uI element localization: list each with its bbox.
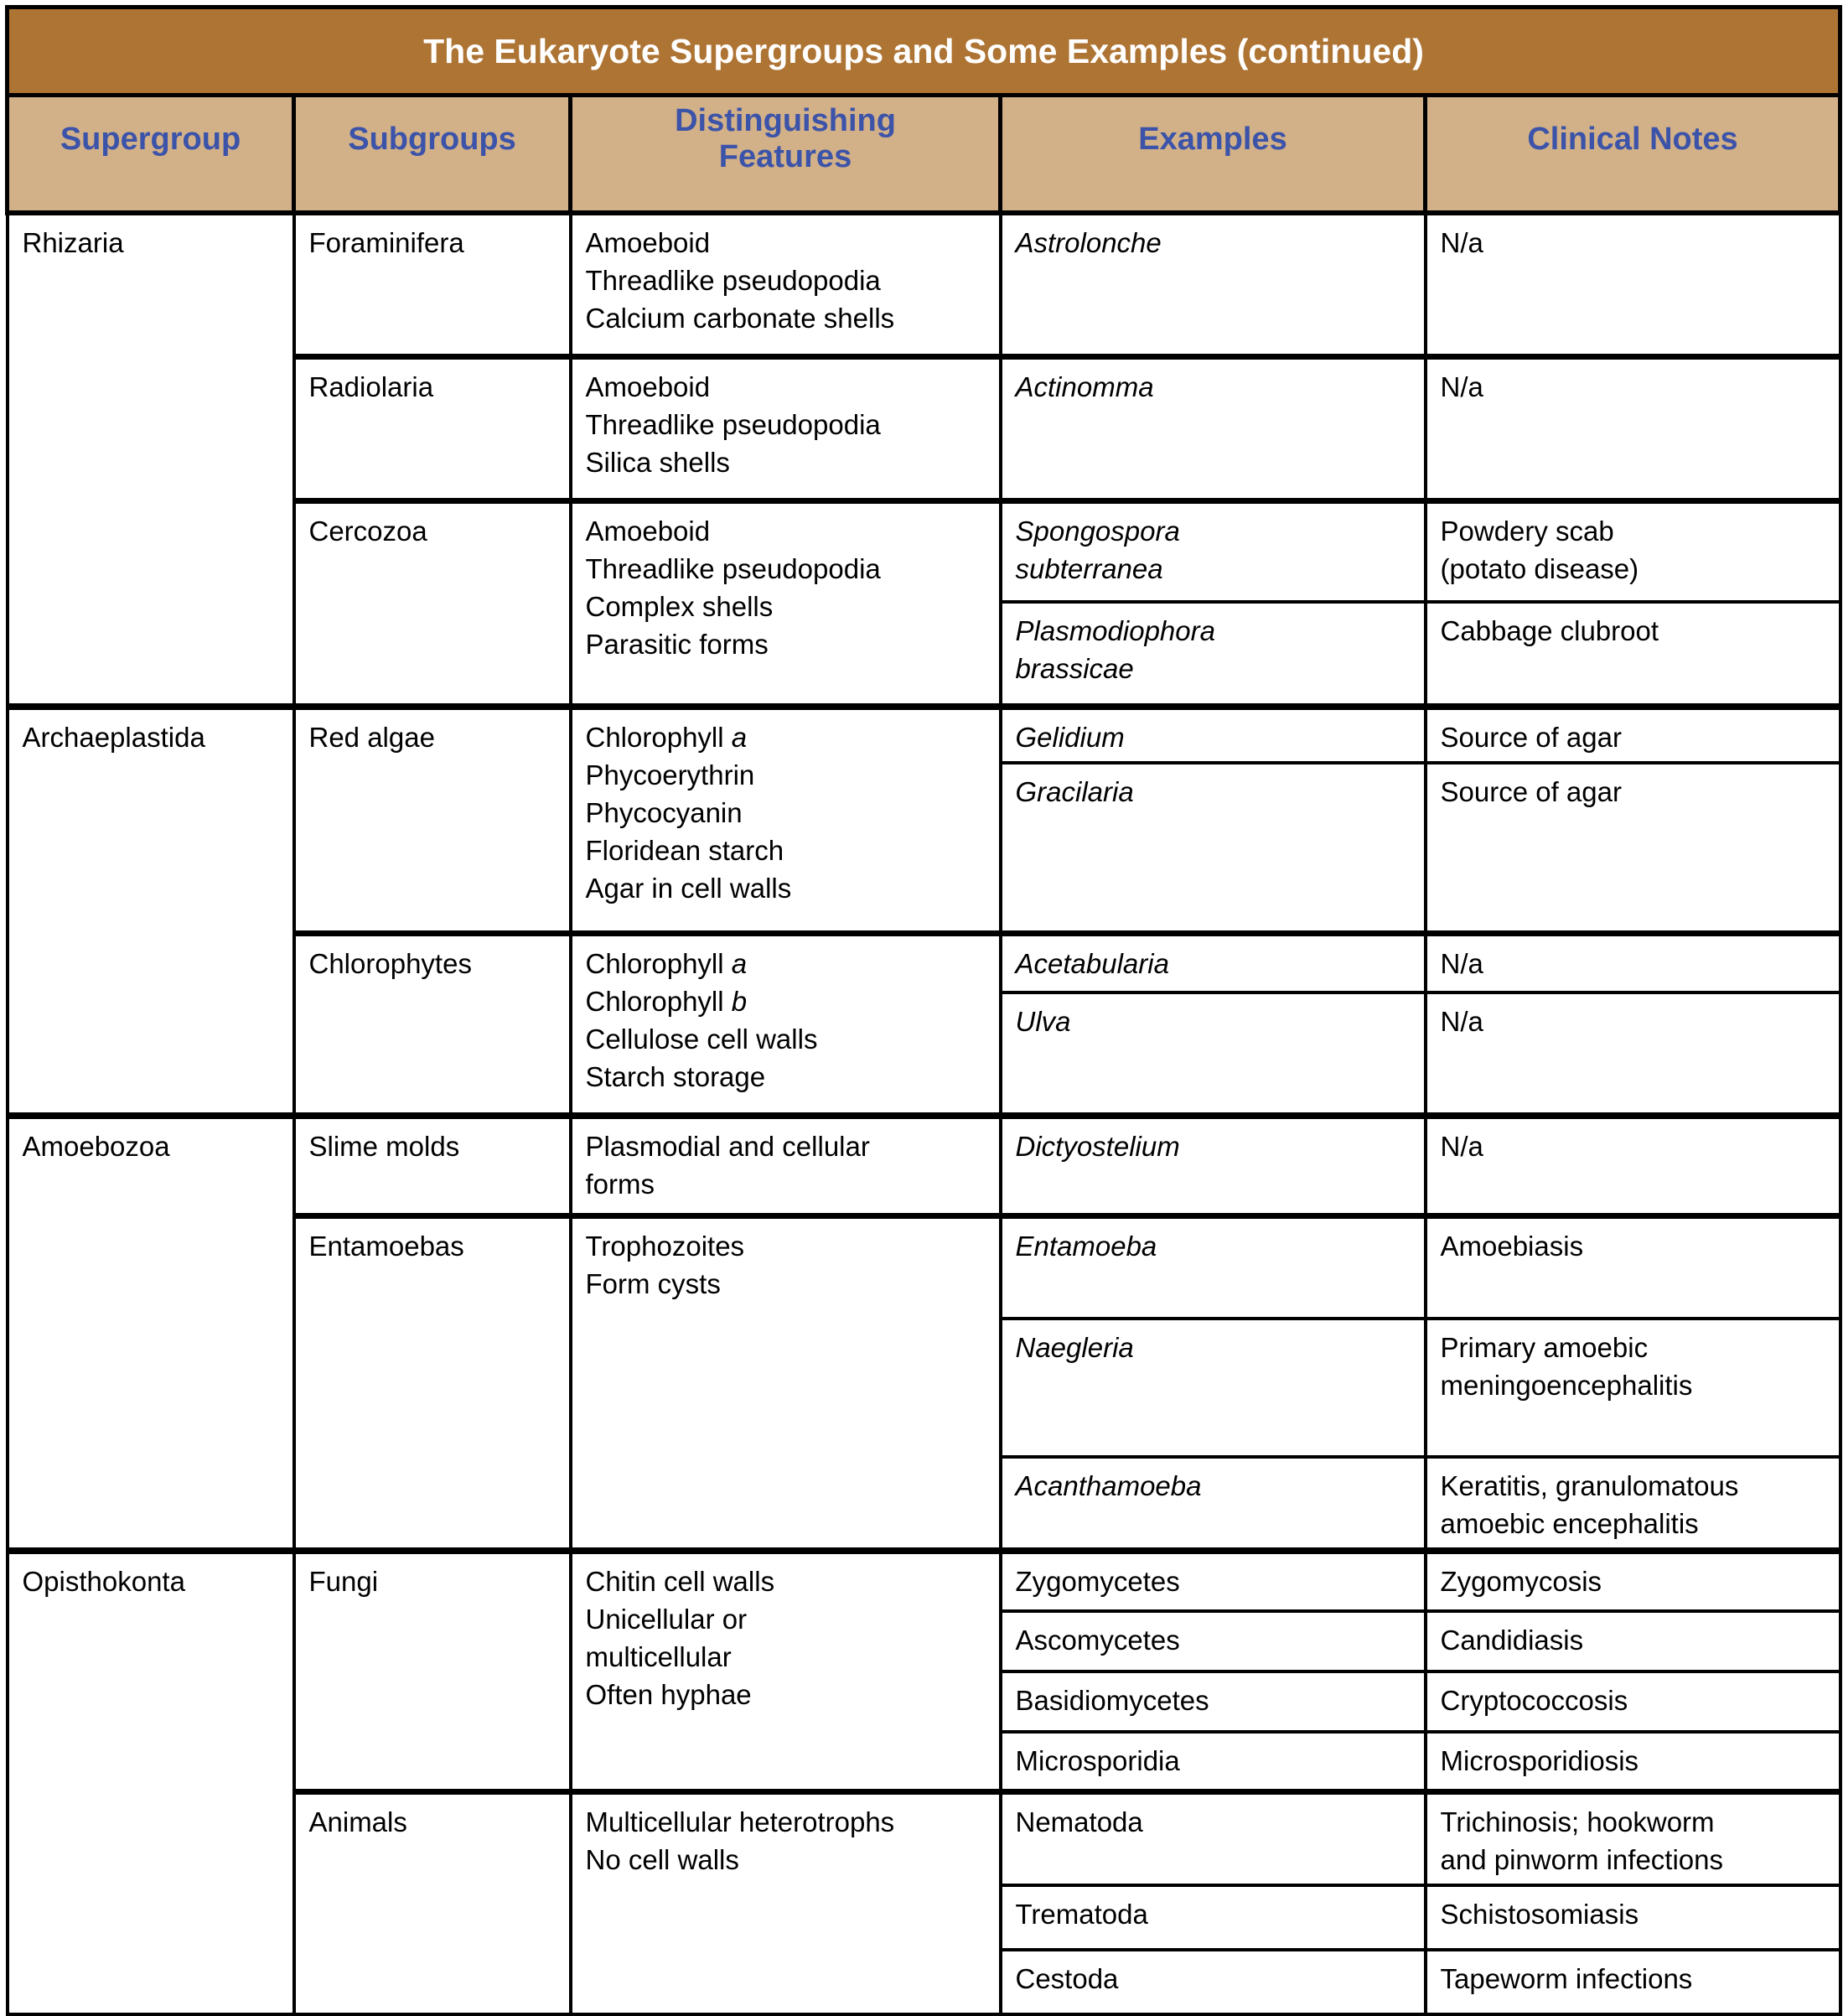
clinical-note-cell: N/a	[1426, 213, 1840, 357]
clinical-note-cell: Trichinosis; hookworm and pinworm infections	[1426, 1792, 1840, 1886]
clinical-note-cell: Microsporidiosis	[1426, 1732, 1840, 1792]
supergroup-cell: Archaeplastida	[8, 707, 294, 1116]
example-cell: Acetabularia	[1001, 934, 1426, 992]
clinical-note-cell: N/a	[1426, 992, 1840, 1116]
clinical-note-cell: N/a	[1426, 1116, 1840, 1216]
column-header-examples: Examples	[1001, 96, 1426, 213]
features-cell: Chlorophyll a Chlorophyll b Cellulose cell walls Starch storage	[571, 934, 1001, 1116]
supergroup-cell: Rhizaria	[8, 213, 294, 707]
example-cell: Basidiomycetes	[1001, 1671, 1426, 1732]
clinical-note-cell: N/a	[1426, 934, 1840, 992]
clinical-note-cell: Candidiasis	[1426, 1611, 1840, 1671]
example-cell: Naegleria	[1001, 1319, 1426, 1457]
features-cell: Chitin cell walls Unicellular or multicellular Often hyphae	[571, 1551, 1001, 1792]
example-cell: Gelidium	[1001, 707, 1426, 763]
example-cell: Microsporidia	[1001, 1732, 1426, 1792]
clinical-note-cell: Tapeworm infections	[1426, 1950, 1840, 2014]
subgroup-cell: Slime molds	[294, 1116, 571, 1216]
table-title: The Eukaryote Supergroups and Some Examples (continued)	[8, 8, 1840, 96]
example-cell: Cestoda	[1001, 1950, 1426, 2014]
subgroup-cell: Red algae	[294, 707, 571, 934]
supergroup-cell: Opisthokonta	[8, 1551, 294, 2015]
clinical-note-cell: Source of agar	[1426, 763, 1840, 934]
clinical-note-cell: Cryptococcosis	[1426, 1671, 1840, 1732]
example-cell: Ulva	[1001, 992, 1426, 1116]
subgroup-cell: Foraminifera	[294, 213, 571, 357]
supergroup-cell: Amoebozoa	[8, 1116, 294, 1551]
example-cell: Astrolonche	[1001, 213, 1426, 357]
subgroup-cell: Entamoebas	[294, 1216, 571, 1551]
clinical-note-cell: Powdery scab (potato disease)	[1426, 501, 1840, 602]
example-cell: Entamoeba	[1001, 1216, 1426, 1319]
clinical-note-cell: N/a	[1426, 357, 1840, 501]
example-cell: Gracilaria	[1001, 763, 1426, 934]
clinical-note-cell: Amoebiasis	[1426, 1216, 1840, 1319]
example-cell: Acanthamoeba	[1001, 1457, 1426, 1551]
clinical-note-cell: Keratitis, granulomatous amoebic encephalitis	[1426, 1457, 1840, 1551]
clinical-note-cell: Cabbage clubroot	[1426, 602, 1840, 707]
column-header-distinguishing-features-label: Distinguishing Features	[675, 103, 896, 175]
subgroup-cell: Radiolaria	[294, 357, 571, 501]
subgroup-cell: Chlorophytes	[294, 934, 571, 1116]
features-cell: Amoeboid Threadlike pseudopodia Silica shells	[571, 357, 1001, 501]
example-cell: Spongospora subterranea	[1001, 501, 1426, 602]
example-cell: Ascomycetes	[1001, 1611, 1426, 1671]
features-cell: Amoeboid Threadlike pseudopodia Complex shells Parasitic forms	[571, 501, 1001, 707]
features-cell: Trophozoites Form cysts	[571, 1216, 1001, 1551]
subgroup-cell: Cercozoa	[294, 501, 571, 707]
clinical-note-cell: Zygomycosis	[1426, 1551, 1840, 1611]
example-cell: Trematoda	[1001, 1885, 1426, 1950]
example-cell: Dictyostelium	[1001, 1116, 1426, 1216]
features-cell: Plasmodial and cellular forms	[571, 1116, 1001, 1216]
example-cell: Actinomma	[1001, 357, 1426, 501]
example-cell: Zygomycetes	[1001, 1551, 1426, 1611]
clinical-note-cell: Schistosomiasis	[1426, 1885, 1840, 1950]
example-cell: Nematoda	[1001, 1792, 1426, 1886]
clinical-note-cell: Source of agar	[1426, 707, 1840, 763]
subgroup-cell: Fungi	[294, 1551, 571, 1792]
column-header-subgroups: Subgroups	[294, 96, 571, 213]
column-header-supergroup: Supergroup	[8, 96, 294, 213]
column-header-clinical-notes: Clinical Notes	[1426, 96, 1840, 213]
features-cell: Amoeboid Threadlike pseudopodia Calcium carbonate shells	[571, 213, 1001, 357]
features-cell: Multicellular heterotrophs No cell walls	[571, 1792, 1001, 2015]
example-cell: Plasmodiophora brassicae	[1001, 602, 1426, 707]
column-header-distinguishing-features	[571, 96, 1001, 213]
eukaryote-supergroups-table	[5, 5, 1842, 2016]
features-cell: Chlorophyll a Phycoerythrin Phycocyanin Floridean starch Agar in cell walls	[571, 707, 1001, 934]
clinical-note-cell: Primary amoebic meningoencephalitis	[1426, 1319, 1840, 1457]
subgroup-cell: Animals	[294, 1792, 571, 2015]
